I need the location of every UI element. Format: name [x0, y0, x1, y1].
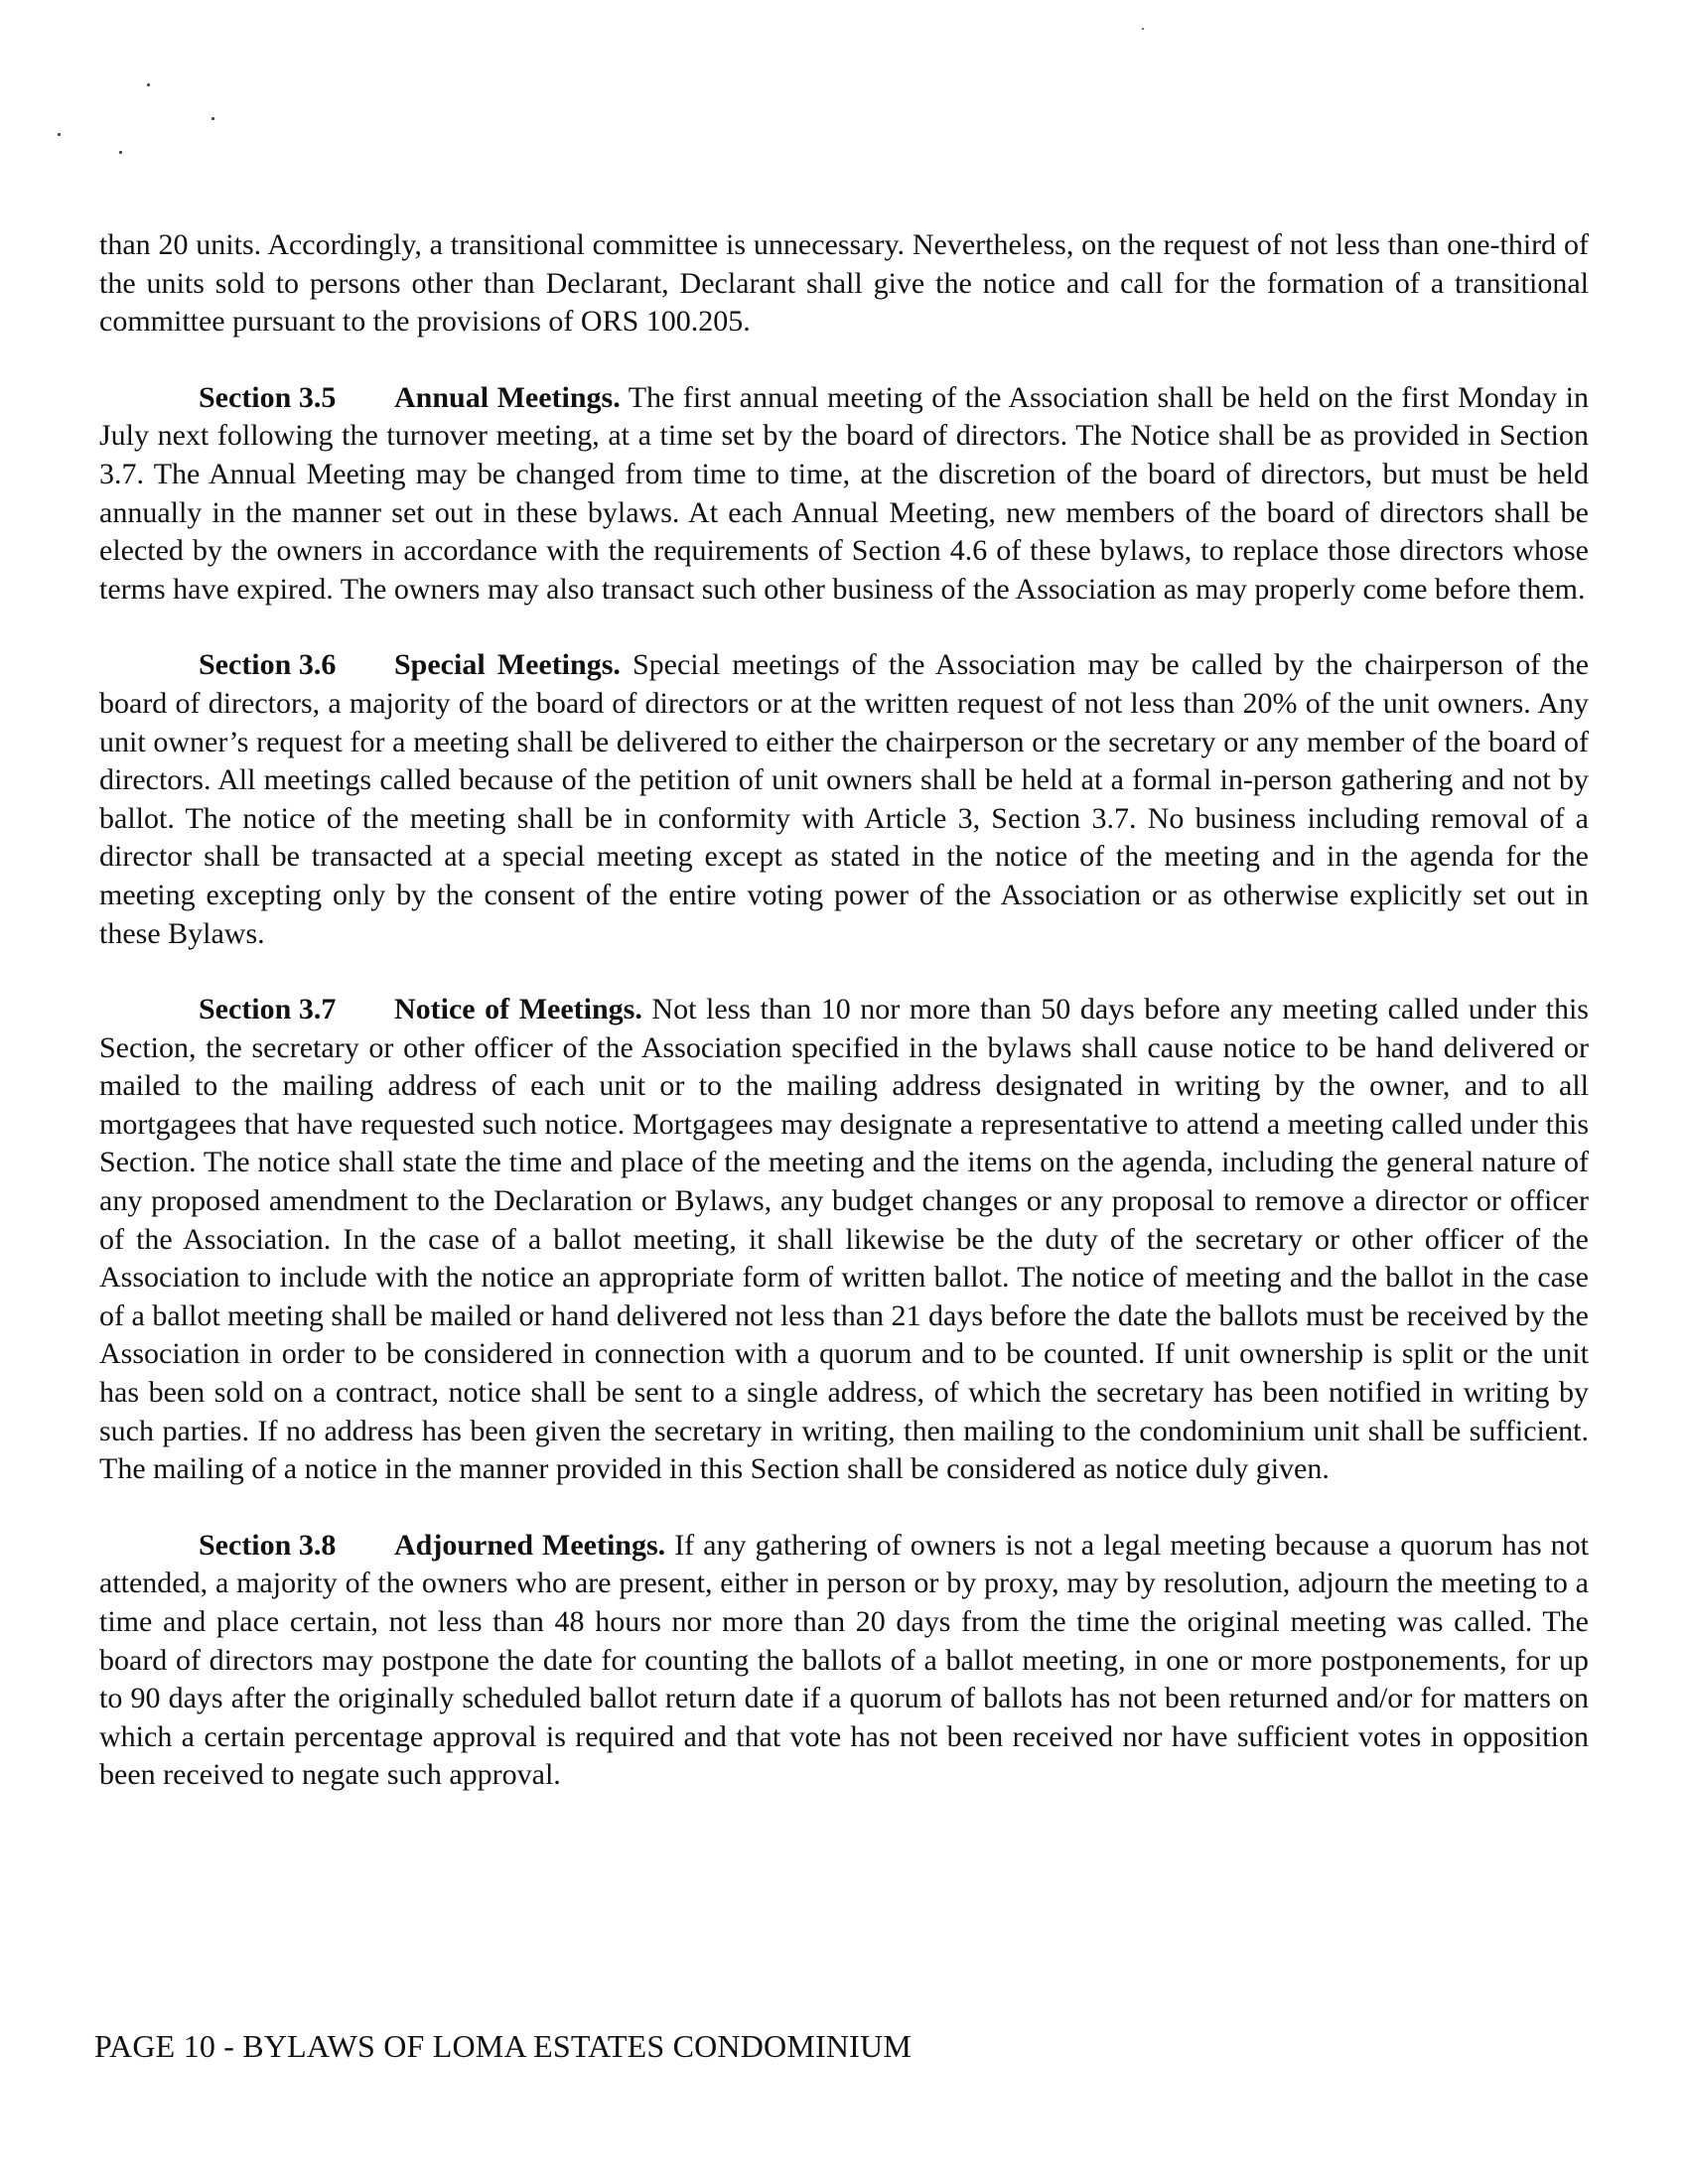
section-3-8	[99, 1527, 1589, 1795]
scan-speck	[119, 151, 122, 154]
scan-speck	[211, 117, 214, 120]
page-footer: PAGE 10 - BYLAWS OF LOMA ESTATES CONDOMINIUM	[94, 2028, 912, 2064]
section-title: Adjourned Meetings.	[394, 1528, 666, 1562]
section-number: Section 3.8	[199, 1528, 337, 1562]
intro-paragraph: than 20 units. Accordingly, a transitional committee is unnecessary. Nevertheless, on the request of not less than one-third of the units sold to persons other than Declarant, Declarant shall give the notice and call for the formation of a transitional committee pursuant to the provisions of ORS 100.205.	[99, 228, 1589, 339]
section-3-5	[99, 379, 1589, 610]
section-3-7	[99, 991, 1589, 1489]
section-title: Annual Meetings.	[394, 380, 621, 414]
section-body: Not less than 10 nor more than 50 days before any meeting called under this Section, the secretary or other officer of the Association specified in the bylaws shall cause notice to be hand delivered or mailed to the mailing address of each unit or to the mailing address designated in writing by the owner, and to all mortgagees that have requested such notice. Mortgagees may designate a representative to attend a meeting called under this Section. The notice shall state the time and place of the meeting and the items on the agenda, including the general nature of any proposed amendment to the Declaration or Bylaws, any budget changes or any proposal to remove a director or officer of the Association. In the case of a ballot meeting, it shall likewise be the duty of the secretary or other officer of the Association to include with the notice an appropriate form of written ballot. The notice of meeting and the ballot in the case of a ballot meeting shall be mailed or hand delivered not less than 21 days before the date the ballots must be received by the Association in order to be considered in connection with a quorum and to be counted. If unit ownership is split or the unit has been sold on a contract, notice shall be sent to a single address, of which the secretary has been notified in writing by such parties. If no address has been given the secretary in writing, then mailing to the condominium unit shall be sufficient. The mailing of a notice in the manner provided in this Section shall be considered as notice duly given.	[99, 993, 1589, 1486]
section-number: Section 3.6	[199, 648, 337, 682]
scan-speck	[146, 82, 150, 86]
section-body: If any gathering of owners is not a legal meeting because a quorum has not attended, a majority of the owners who are present, either in person or by proxy, may by resolution, adjourn the meeting to a time and place certain, not less than 48 hours nor more than 20 days from the time the original meeting was called. The board of directors may postpone the date for counting the ballots of a ballot meeting, in one or more postponements, for up to 90 days after the originally scheduled ballot return date if a quorum of ballots has not been returned and/or for matters on which a certain percentage approval is required and that vote has not been received nor have sufficient votes in opposition been received to negate such approval.	[99, 1528, 1590, 1792]
section-3-6	[99, 646, 1589, 953]
section-title: Special Meetings.	[394, 648, 621, 682]
section-body: The first annual meeting of the Association shall be held on the first Monday in July next following the turnover meeting, at a time set by the board of directors. The Notice shall be as provided in Section 3.7. The Annual Meeting may be changed from time to time, at the discretion of the board of directors, but must be held annually in the manner set out in these bylaws. At each Annual Meeting, new members of the board of directors shall be elected by the owners in accordance with the requirements of Section 4.6 of these bylaws, to replace those directors whose terms have expired. The owners may also transact such other business of the Association as may properly come before them.	[99, 380, 1589, 606]
section-body: Special meetings of the Association may be called by the chairperson of the board of directors, a majority of the board of directors or at the written request of not less than 20% of the unit owners. Any unit owner’s request for a meeting shall be delivered to either the chairperson or the secretary or any member of the board of directors. All meetings called because of the petition of unit owners shall be held at a formal in-person gathering and not by ballot. The notice of the meeting shall be in conformity with Article 3, Section 3.7. No business including removal of a director shall be transacted at a special meeting except as stated in the notice of the meeting and in the agenda for the meeting excepting only by the consent of the entire voting power of the Association or as otherwise explicitly set out in these Bylaws.	[99, 648, 1590, 950]
scan-speck	[1142, 28, 1144, 30]
section-number: Section 3.7	[199, 993, 337, 1026]
section-number: Section 3.5	[199, 380, 337, 414]
scan-speck	[58, 133, 61, 136]
document-page	[99, 226, 1589, 1833]
section-title: Notice of Meetings.	[394, 993, 642, 1026]
